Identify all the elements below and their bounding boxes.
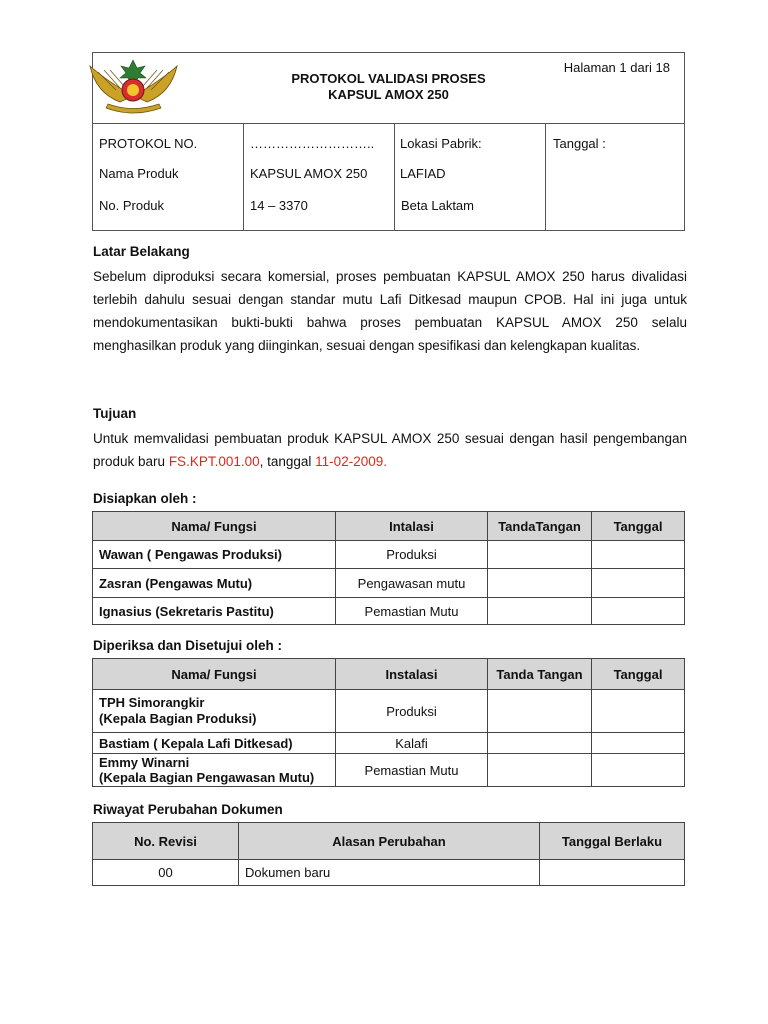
- page-number: Halaman 1 dari 18: [563, 60, 670, 75]
- instalasi: Pemastian Mutu: [336, 754, 488, 787]
- riwayat-table: [92, 822, 685, 886]
- info-lokasi-value: LAFIAD: [400, 166, 446, 181]
- tujuan-heading: Tujuan: [93, 406, 137, 421]
- info-nama-label: Nama Produk: [99, 166, 179, 181]
- tujuan-text: Untuk memvalidasi pembuatan produk KAPSUL AMOX 250 sesuai dengan hasil pengembangan produk baru: [93, 431, 687, 469]
- col-header: Tanggal: [592, 659, 685, 690]
- info-no-value: 14 – 3370: [250, 198, 308, 213]
- person-name: Ignasius (Sekretaris Pastitu): [93, 598, 336, 625]
- garuda-emblem-icon: [86, 56, 181, 120]
- title-line-1: PROTOKOL VALIDASI PROSES: [291, 71, 486, 86]
- info-no-label: No. Produk: [99, 198, 165, 213]
- table-row: [93, 569, 685, 598]
- table-row: [93, 541, 685, 569]
- signature-cell[interactable]: [488, 754, 592, 787]
- instalasi: Produksi: [336, 541, 488, 569]
- person-name-line1: Emmy Winarni: [99, 755, 190, 770]
- col-header: Tanggal Berlaku: [540, 823, 685, 860]
- person-name: [93, 690, 336, 733]
- title-line-2: KAPSUL AMOX 250: [328, 87, 449, 102]
- date-cell[interactable]: [592, 733, 685, 754]
- signature-cell[interactable]: [488, 690, 592, 733]
- diperiksa-heading: Diperiksa dan Disetujui oleh :: [93, 638, 283, 653]
- table-header-row: [93, 512, 685, 541]
- person-name: [93, 754, 336, 787]
- table-row: [93, 754, 685, 787]
- instalasi: Kalafi: [336, 733, 488, 754]
- table-row: [93, 598, 685, 625]
- date-cell[interactable]: [592, 690, 685, 733]
- effective-date: [540, 860, 685, 886]
- col-header: Tanggal: [592, 512, 685, 541]
- disiapkan-table: [92, 511, 685, 625]
- col-header: Intalasi: [336, 512, 488, 541]
- person-name: Zasran (Pengawas Mutu): [93, 569, 336, 598]
- table-header-row: [93, 823, 685, 860]
- info-protokol-label: PROTOKOL NO.: [99, 136, 198, 151]
- date-cell[interactable]: [592, 541, 685, 569]
- date-cell[interactable]: [592, 598, 685, 625]
- change-reason: Dokumen baru: [239, 860, 540, 886]
- latar-heading: Latar Belakang: [93, 244, 190, 259]
- person-name: Wawan ( Pengawas Produksi): [93, 541, 336, 569]
- person-name-line2: (Kepala Bagian Produksi): [99, 711, 257, 726]
- info-nama-value: KAPSUL AMOX 250: [250, 166, 368, 181]
- col-header: Instalasi: [336, 659, 488, 690]
- info-lokasi-label: Lokasi Pabrik:: [400, 136, 482, 151]
- col-header: Alasan Perubahan: [239, 823, 540, 860]
- person-name: Bastiam ( Kepala Lafi Ditkesad): [93, 733, 336, 754]
- info-protokol-value: ………………………..: [250, 136, 375, 151]
- info-tanggal-label: Tanggal :: [553, 136, 606, 151]
- signature-cell[interactable]: [488, 733, 592, 754]
- table-row: [93, 733, 685, 754]
- date-cell[interactable]: [592, 569, 685, 598]
- tujuan-paragraph: [93, 427, 687, 473]
- table-header-row: [93, 659, 685, 690]
- tujuan-ref: FS.KPT.001.00: [168, 454, 260, 469]
- person-name-line1: TPH Simorangkir: [99, 695, 205, 710]
- revision-number: 00: [93, 860, 239, 886]
- date-cell[interactable]: [592, 754, 685, 787]
- instalasi: Pengawasan mutu: [336, 569, 488, 598]
- riwayat-heading: Riwayat Perubahan Dokumen: [93, 802, 283, 817]
- instalasi: Pemastian Mutu: [336, 598, 488, 625]
- disiapkan-heading: Disiapkan oleh :: [93, 491, 197, 506]
- table-row: [93, 860, 685, 886]
- latar-paragraph: Sebelum diproduksi secara komersial, proses pembuatan KAPSUL AMOX 250 harus divalidasi terlebih dahulu sesuai dengan standar mutu Lafi Ditkesad maupun CPOB. Hal ini juga untuk mendokumentasikan bukti-bukti bahwa proses pembuatan KAPSUL AMOX 250 selalu menghasilkan produk yang diinginkan, sesuai dengan spesifikasi dan kelengkapan kualitas.: [93, 269, 687, 353]
- col-header: Nama/ Fungsi: [93, 512, 336, 541]
- info-lokasi-sub: Beta Laktam: [401, 198, 474, 213]
- document-title: [93, 71, 684, 103]
- col-header: Tanda Tangan: [488, 659, 592, 690]
- signature-cell[interactable]: [488, 598, 592, 625]
- person-name-line2: (Kepala Bagian Pengawasan Mutu): [99, 770, 315, 785]
- signature-cell[interactable]: [488, 569, 592, 598]
- col-header: TandaTangan: [488, 512, 592, 541]
- title-cell: [93, 53, 685, 124]
- col-header: Nama/ Fungsi: [93, 659, 336, 690]
- col-header: No. Revisi: [93, 823, 239, 860]
- instalasi: Produksi: [336, 690, 488, 733]
- diperiksa-table: [92, 658, 685, 787]
- table-row: [93, 690, 685, 733]
- tujuan-text-mid: , tanggal: [259, 454, 316, 469]
- signature-cell[interactable]: [488, 541, 592, 569]
- tujuan-date: 11-02-2009.: [315, 454, 387, 469]
